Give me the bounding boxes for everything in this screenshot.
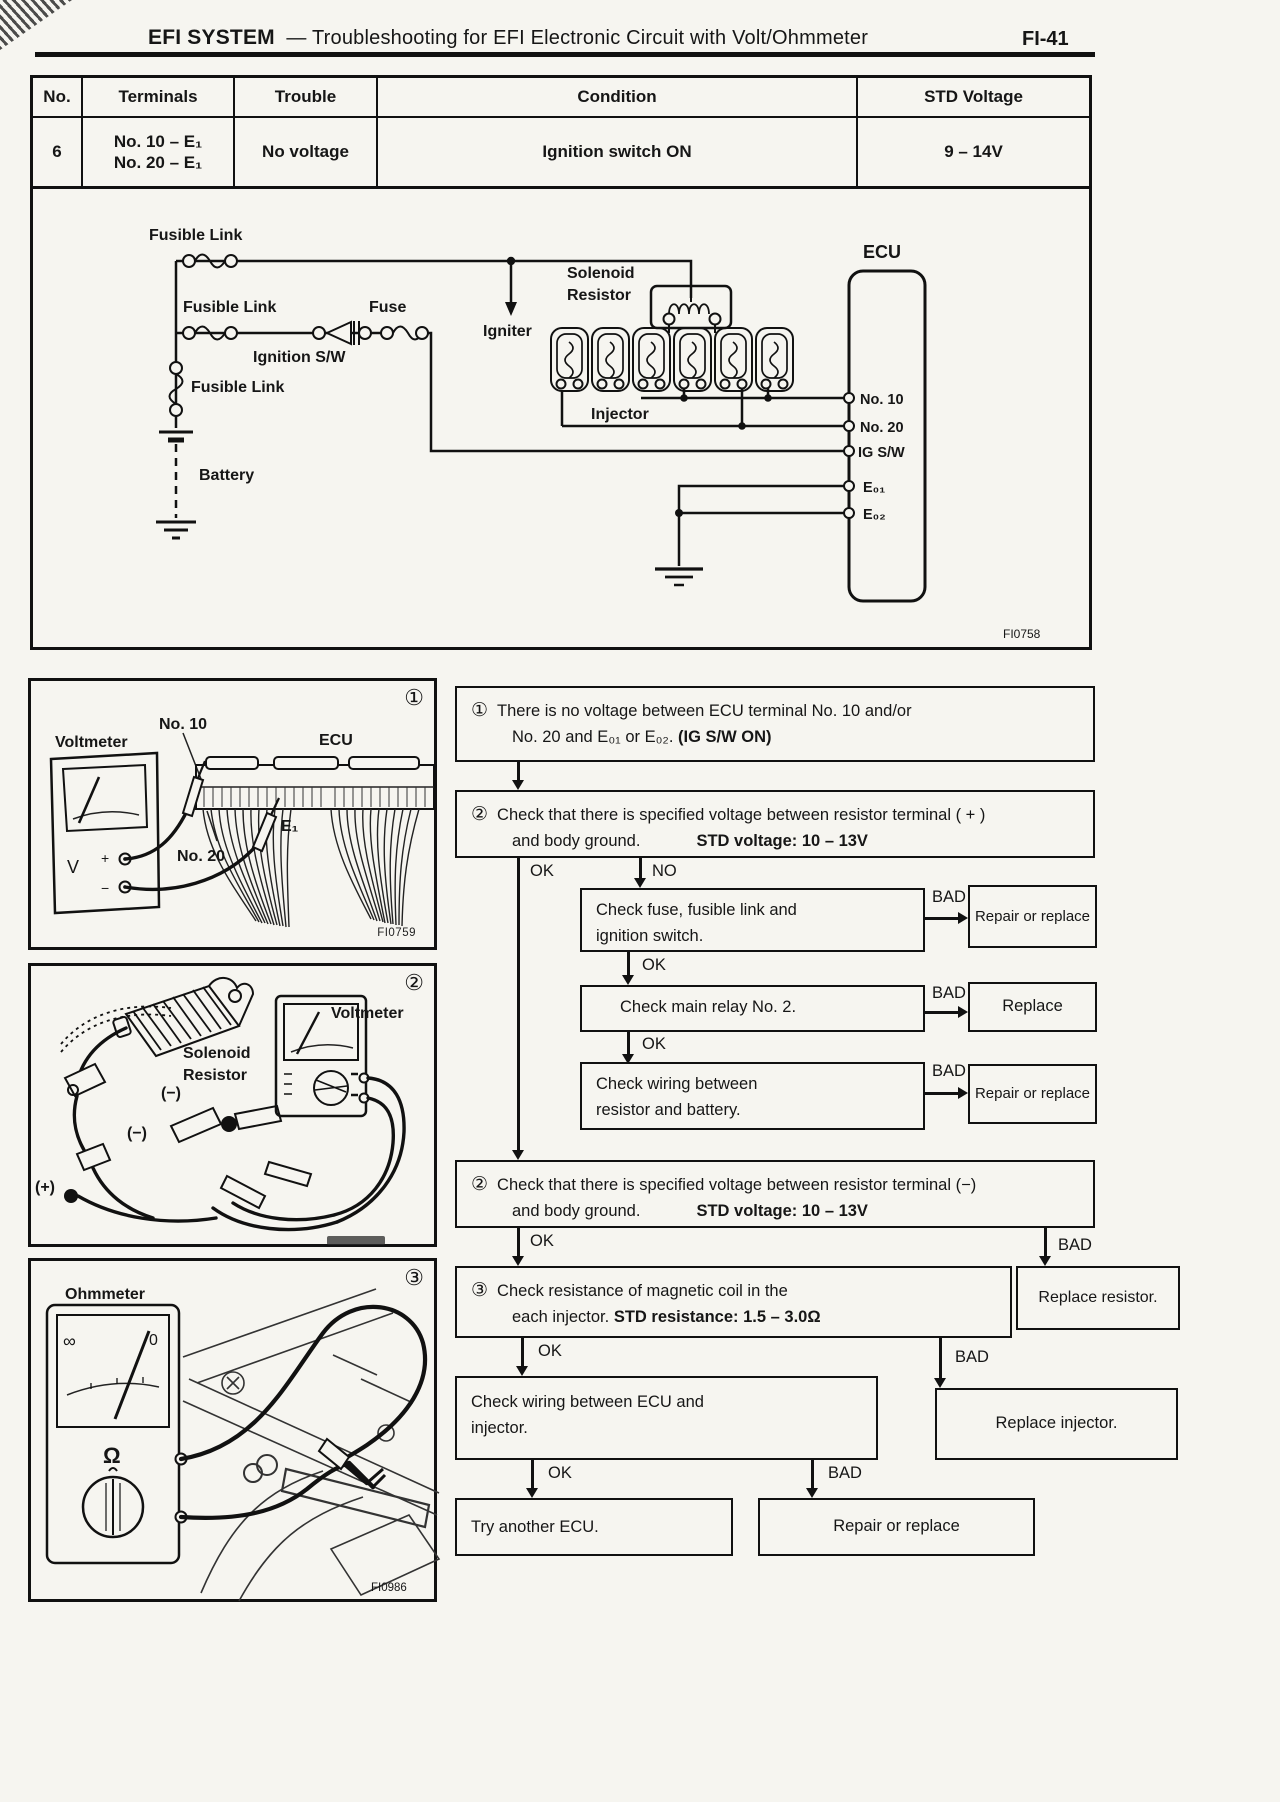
arrow-down-icon: [526, 1488, 538, 1498]
ok-label: OK: [642, 1035, 666, 1053]
arrow-down-icon: [512, 780, 524, 790]
injector-symbols: [551, 328, 793, 391]
page-number: FI-41: [1022, 28, 1069, 50]
ecu-terminal-e02: E₀₂: [863, 507, 886, 523]
arrow-down-icon: [512, 1256, 524, 1266]
flow-step-2-line1: Check that there is specified voltage between resistor terminal ( + ): [497, 806, 986, 824]
page-title-section: EFI SYSTEM: [148, 26, 275, 49]
flow-check-fuse: [580, 888, 925, 952]
terminal-pair-1: No. 10 – E₁: [113, 131, 203, 151]
bad-label: BAD: [932, 888, 966, 906]
ground-icon: [655, 569, 703, 585]
flow-step-1-line1: There is no voltage between ECU terminal No. 10 and/or: [497, 702, 912, 720]
label-fusible-link-mid: Fusible Link: [183, 299, 277, 316]
label-voltmeter-2: Voltmeter: [331, 1005, 404, 1022]
ok-label: OK: [548, 1464, 572, 1482]
flow-result-replace-relay: [968, 982, 1097, 1032]
wiring-diagram: [31, 186, 1089, 648]
ecu-terminal-no20: No. 20: [860, 420, 904, 436]
label-ecu: ECU: [863, 242, 902, 262]
label-solenoid: Solenoid: [567, 265, 635, 282]
arrow-down-icon: [634, 878, 646, 888]
table-header-row: [33, 78, 1089, 118]
flow-step-2b: [455, 1160, 1095, 1228]
fusible-link-icon: [183, 255, 237, 268]
flow-step-3-badge: ③: [471, 1280, 489, 1301]
ignition-switch-icon: [313, 321, 371, 345]
ecu-terminal-igsw: IG S/W: [858, 445, 905, 461]
cell-no: 6: [33, 118, 83, 186]
flow-result-repair-1-text: Repair or replace: [974, 907, 1091, 925]
ohmmeter-zero-mark: 0: [149, 1332, 158, 1349]
connector: [531, 1460, 534, 1490]
flow-step-3-line1: Check resistance of magnetic coil in the: [497, 1282, 788, 1300]
flow-check-wiring-ecu-line2: injector.: [471, 1418, 528, 1437]
terminal-pair-2: No. 20 – E₁: [113, 153, 203, 172]
flow-result-repair-2: [968, 1064, 1097, 1124]
flow-step-3: [455, 1266, 1012, 1338]
label-fusible-link-left: Fusible Link: [191, 379, 285, 396]
flow-step-1: [455, 686, 1095, 762]
col-header-no: No.: [33, 78, 83, 116]
label-voltmeter-1: Voltmeter: [55, 734, 128, 751]
voltmeter-minus: −: [101, 880, 110, 896]
flow-check-wiring-resistor: [580, 1062, 925, 1130]
arrow-down-icon: [516, 1366, 528, 1376]
bad-label: BAD: [828, 1464, 862, 1482]
arrow-down-icon: [512, 1150, 524, 1160]
label-minus-a: (−): [161, 1085, 181, 1102]
no-label: NO: [652, 862, 677, 880]
label-resistor: Resistor: [567, 287, 632, 304]
label-injector: Injector: [591, 406, 649, 423]
cell-terminals: [83, 118, 235, 186]
flow-result-repair-1: [968, 885, 1097, 948]
flow-step-2-line2: and body ground.: [512, 832, 641, 851]
flow-result-repair-3-text: Repair or replace: [833, 1517, 960, 1536]
connector: [517, 1228, 520, 1258]
bad-label: BAD: [955, 1348, 989, 1366]
flow-result-try-ecu: [455, 1498, 733, 1556]
header-rule: [35, 52, 1095, 57]
ohmmeter-leads: [181, 1307, 425, 1518]
flow-step-3-line2-bold: STD resistance: 1.5 – 3.0Ω: [613, 1308, 821, 1327]
connector-no: [639, 858, 642, 880]
cell-trouble: No voltage: [235, 118, 378, 186]
arrow-down-icon: [622, 975, 634, 985]
arrow-down-icon: [806, 1488, 818, 1498]
ohmmeter-icon: [47, 1305, 187, 1563]
flow-step-2-line2-bold: STD voltage: 10 – 13V: [696, 832, 868, 851]
label-battery: Battery: [199, 467, 255, 484]
ok-label: OK: [530, 1232, 554, 1250]
flow-result-repair-2-text: Repair or replace: [974, 1085, 1091, 1103]
flow-result-replace-relay-text: Replace: [1002, 997, 1063, 1016]
label-minus-b: (−): [127, 1125, 147, 1142]
flow-step-2b-line1: Check that there is specified voltage between resistor terminal (−): [497, 1176, 977, 1194]
scan-corner-artifact: [0, 0, 72, 50]
bad-label: BAD: [932, 1062, 966, 1080]
connector: [925, 1092, 961, 1095]
wire-harness: [203, 809, 419, 927]
bad-label: BAD: [1058, 1236, 1092, 1254]
figure-2-badge: ②: [404, 970, 424, 995]
ok-label: OK: [530, 862, 554, 880]
label-e1-probe: E₁: [281, 818, 299, 835]
flow-step-2b-line2-bold: STD voltage: 10 – 13V: [696, 1202, 868, 1221]
flow-check-wiring-ecu-line1: Check wiring between ECU and: [471, 1393, 704, 1411]
fuse-icon: [381, 327, 428, 340]
page-title: [148, 26, 868, 50]
col-header-condition: Condition: [378, 78, 858, 116]
label-ignition-sw: Ignition S/W: [253, 349, 346, 366]
ecu-terminal-e01: E₀₁: [863, 480, 886, 496]
fusible-link-icon: [170, 362, 183, 416]
ohmmeter-ohm-mark: Ω: [103, 1443, 121, 1468]
flow-check-fuse-line1: Check fuse, fusible link and: [596, 901, 797, 919]
flow-result-replace-resistor: [1016, 1266, 1180, 1330]
flow-result-try-ecu-text: Try another ECU.: [471, 1518, 599, 1537]
flow-check-wiring-resistor-line1: Check wiring between: [596, 1075, 758, 1093]
connector: [925, 1011, 961, 1014]
flow-step-1-badge: ①: [471, 700, 489, 721]
flow-check-wiring-resistor-line2: resistor and battery.: [596, 1100, 741, 1119]
ohmmeter-infinity-mark: ∞: [63, 1331, 76, 1351]
flow-result-replace-resistor-text: Replace resistor.: [1038, 1288, 1158, 1306]
ecu-terminal-no10: No. 10: [860, 392, 904, 408]
arrow-right-icon: [958, 1087, 968, 1099]
connector: [517, 762, 520, 782]
figure-2-illustration: [31, 966, 440, 1250]
label-solenoid-2: Solenoid: [183, 1045, 251, 1062]
figure-code-fi0986: FI0986: [371, 1582, 407, 1594]
col-header-trouble: Trouble: [235, 78, 378, 116]
flow-result-repair-3: [758, 1498, 1035, 1556]
cell-std-voltage: 9 – 14V: [944, 142, 1003, 162]
flow-step-2b-badge: ②: [471, 1174, 489, 1195]
voltmeter-plus: +: [101, 850, 110, 866]
arrow-down-icon: [1039, 1256, 1051, 1266]
flow-step-2: [455, 790, 1095, 858]
flow-result-replace-injector-text: Replace injector.: [995, 1414, 1118, 1433]
flow-step-2b-line2: and body ground.: [512, 1202, 641, 1221]
flow-check-main-relay: [580, 985, 925, 1032]
figure-3-illustration: [31, 1261, 440, 1605]
cell-condition: Ignition switch ON: [378, 118, 858, 186]
bad-label: BAD: [932, 984, 966, 1002]
flow-result-replace-injector: [935, 1388, 1178, 1460]
figure-code-fi0758: FI0758: [1003, 627, 1041, 641]
label-no20-probe: No. 20: [177, 848, 226, 865]
flow-step-1-line2: No. 20 and E₀₁ or E₀₂.: [512, 728, 678, 747]
ok-label: OK: [538, 1342, 562, 1360]
connector: [925, 917, 961, 920]
flow-check-wiring-ecu: [455, 1376, 878, 1460]
fusible-link-icon: [183, 327, 237, 340]
figure-2-box: [28, 963, 437, 1247]
ecu-connector-drawing: [196, 757, 434, 927]
battery-icon: [156, 432, 196, 538]
arrow-right-icon: [958, 912, 968, 924]
voltmeter-v-mark: V: [67, 857, 80, 877]
connector: [811, 1460, 814, 1490]
flow-check-fuse-line2: ignition switch.: [596, 926, 704, 945]
page-title-rest: — Troubleshooting for EFI Electronic Circuit with Volt/Ohmmeter: [286, 27, 869, 49]
arrow-down-icon: [934, 1378, 946, 1388]
connector: [627, 952, 630, 977]
label-no10-probe: No. 10: [159, 716, 208, 733]
igniter-branch: [505, 257, 517, 316]
figure-3-badge: ③: [404, 1265, 424, 1290]
col-header-terminals: Terminals: [83, 78, 235, 116]
resistor-harness: [61, 1007, 311, 1222]
label-igniter: Igniter: [483, 323, 532, 340]
connector: [521, 1338, 524, 1368]
trouble-table: [33, 78, 1089, 189]
arrow-right-icon: [958, 1006, 968, 1018]
figure-code-fi0759: FI0759: [377, 927, 416, 939]
ecu-box: [844, 271, 925, 601]
label-fusible-link-top: Fusible Link: [149, 227, 243, 244]
label-fuse: Fuse: [369, 299, 407, 316]
connector: [939, 1338, 942, 1380]
ok-label: OK: [642, 956, 666, 974]
voltmeter-leads: [213, 1078, 404, 1230]
figure-1-box: [28, 678, 437, 950]
flow-step-3-line2: each injector.: [512, 1308, 614, 1327]
figure-1-badge: ①: [404, 685, 424, 710]
label-ecu-fig1: ECU: [319, 732, 353, 749]
table-row: [33, 118, 1089, 186]
flow-step-1-line2-bold: (IG S/W ON): [678, 728, 772, 747]
flow-check-main-relay-text: Check main relay No. 2.: [620, 998, 797, 1016]
figure-1-illustration: [31, 681, 440, 953]
figure-2-smudge: [327, 1236, 385, 1245]
figure-3-box: [28, 1258, 437, 1602]
flow-step-2-badge: ②: [471, 804, 489, 825]
label-ohmmeter: Ohmmeter: [65, 1286, 146, 1303]
connector-ok-long: [517, 858, 520, 1152]
connector: [1044, 1228, 1047, 1258]
col-header-std-voltage: STD Voltage: [924, 87, 1023, 107]
label-plus: (+): [35, 1179, 55, 1196]
label-resistor-2: Resistor: [183, 1067, 248, 1084]
test-probes: [125, 761, 279, 889]
